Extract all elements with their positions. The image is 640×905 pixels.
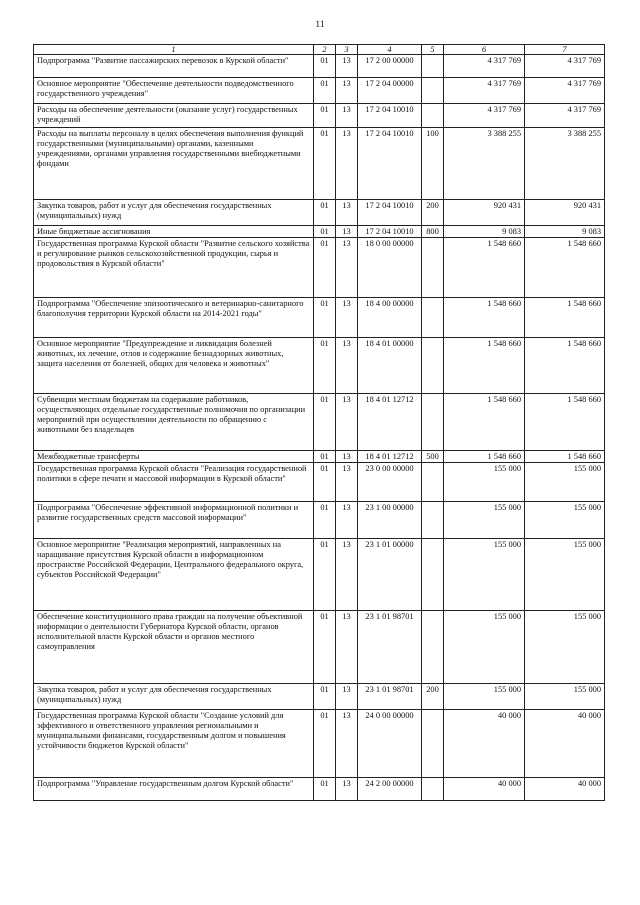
column-header: 1 [34,45,314,55]
amount-year-1: 155 000 [444,502,525,539]
subsection-code: 13 [336,238,358,298]
section-code: 01 [314,78,336,104]
subsection-code: 13 [336,78,358,104]
section-code: 01 [314,128,336,200]
subsection-code: 13 [336,539,358,611]
row-name: Расходы на выплаты персоналу в целях обеспечения выполнения функций государственными (муниципальными) органами, казенными учреждениями, органами управления государственными внебюджетными фондами [34,128,314,200]
amount-year-1: 155 000 [444,611,525,684]
amount-year-2: 9 083 [525,226,605,238]
subsection-code: 13 [336,463,358,502]
amount-year-2: 155 000 [525,463,605,502]
subsection-code: 13 [336,778,358,801]
amount-year-1: 920 431 [444,200,525,226]
row-name: Подпрограмма "Развитие пассажирских перевозок в Курской области" [34,55,314,78]
target-article-code: 17 2 04 00000 [358,78,422,104]
amount-year-1: 40 000 [444,778,525,801]
expense-type-code [422,78,444,104]
section-code: 01 [314,104,336,128]
row-name: Подпрограмма "Обеспечение эффективной информационной политики и развитие государственных средств массовой информации" [34,502,314,539]
row-name: Основное мероприятие "Обеспечение деятельности подведомственного государственного учреждения" [34,78,314,104]
expense-type-code: 200 [422,200,444,226]
target-article-code: 17 2 04 10010 [358,128,422,200]
table-row [34,502,605,539]
column-header: 4 [358,45,422,55]
column-header: 6 [444,45,525,55]
table-row [34,55,605,78]
subsection-code: 13 [336,611,358,684]
expense-type-code [422,298,444,338]
target-article-code: 17 2 04 10010 [358,104,422,128]
table-row [34,778,605,801]
page-number: 11 [315,20,325,30]
amount-year-1: 1 548 660 [444,238,525,298]
section-code: 01 [314,394,336,451]
section-code: 01 [314,684,336,710]
subsection-code: 13 [336,502,358,539]
section-code: 01 [314,338,336,394]
section-code: 01 [314,238,336,298]
amount-year-2: 1 548 660 [525,298,605,338]
expense-type-code [422,463,444,502]
table-row [34,298,605,338]
budget-table [33,44,605,801]
section-code: 01 [314,502,336,539]
row-name: Закупка товаров, работ и услуг для обеспечения государственных (муниципальных) нужд [34,200,314,226]
amount-year-2: 1 548 660 [525,338,605,394]
target-article-code: 18 4 01 12712 [358,451,422,463]
table-row [34,226,605,238]
subsection-code: 13 [336,684,358,710]
table-row [34,463,605,502]
subsection-code: 13 [336,128,358,200]
amount-year-1: 1 548 660 [444,298,525,338]
amount-year-2: 920 431 [525,200,605,226]
table-row [34,238,605,298]
target-article-code: 24 2 00 00000 [358,778,422,801]
section-code: 01 [314,539,336,611]
table-row [34,78,605,104]
column-header: 7 [525,45,605,55]
amount-year-1: 4 317 769 [444,104,525,128]
amount-year-1: 155 000 [444,539,525,611]
section-code: 01 [314,451,336,463]
expense-type-code [422,539,444,611]
expense-type-code [422,104,444,128]
target-article-code: 23 1 01 98701 [358,684,422,710]
amount-year-2: 3 388 255 [525,128,605,200]
subsection-code: 13 [336,226,358,238]
target-article-code: 17 2 04 10010 [358,226,422,238]
target-article-code: 18 4 01 00000 [358,338,422,394]
amount-year-1: 3 388 255 [444,128,525,200]
amount-year-1: 40 000 [444,710,525,778]
table-row [34,710,605,778]
amount-year-1: 155 000 [444,684,525,710]
amount-year-1: 4 317 769 [444,78,525,104]
table-row [34,338,605,394]
target-article-code: 17 2 04 10010 [358,200,422,226]
amount-year-2: 1 548 660 [525,394,605,451]
amount-year-1: 155 000 [444,463,525,502]
table-row [34,684,605,710]
row-name: Государственная программа Курской области "Реализация государственной политики в сфере печати и массовой информации в Курской области" [34,463,314,502]
expense-type-code [422,710,444,778]
amount-year-1: 9 083 [444,226,525,238]
section-code: 01 [314,710,336,778]
subsection-code: 13 [336,55,358,78]
expense-type-code [422,611,444,684]
amount-year-2: 155 000 [525,611,605,684]
section-code: 01 [314,226,336,238]
amount-year-1: 1 548 660 [444,338,525,394]
row-name: Иные бюджетные ассигнования [34,226,314,238]
expense-type-code: 500 [422,451,444,463]
amount-year-2: 40 000 [525,778,605,801]
column-header: 2 [314,45,336,55]
row-name: Межбюджетные трансферты [34,451,314,463]
subsection-code: 13 [336,394,358,451]
target-article-code: 18 4 00 00000 [358,298,422,338]
expense-type-code [422,55,444,78]
table-row [34,611,605,684]
target-article-code: 23 1 01 00000 [358,539,422,611]
section-code: 01 [314,778,336,801]
table-row [34,394,605,451]
target-article-code: 23 0 00 00000 [358,463,422,502]
target-article-code: 23 1 01 98701 [358,611,422,684]
column-header: 5 [422,45,444,55]
subsection-code: 13 [336,104,358,128]
table-row [34,200,605,226]
expense-type-code [422,238,444,298]
table-row [34,104,605,128]
subsection-code: 13 [336,338,358,394]
row-name: Основное мероприятие "Реализация мероприятий, направленных на наращивание присутствия Курской области в информационном пространстве Российской Федерации, Центрального федерального округа, субъектов Российской Федерации" [34,539,314,611]
subsection-code: 13 [336,200,358,226]
expense-type-code [422,502,444,539]
table-row [34,128,605,200]
amount-year-2: 1 548 660 [525,238,605,298]
section-code: 01 [314,611,336,684]
expense-type-code: 100 [422,128,444,200]
section-code: 01 [314,298,336,338]
amount-year-1: 4 317 769 [444,55,525,78]
expense-type-code: 800 [422,226,444,238]
subsection-code: 13 [336,451,358,463]
row-name: Государственная программа Курской области "Создание условий для эффективного и ответственного управления региональными и муниципальными финансами, государственным долгом и повышения устойчивости бюджетов Курской области" [34,710,314,778]
row-name: Государственная программа Курской области "Развитие сельского хозяйства и регулирование рынков сельскохозяйственной продукции, сырья и продовольствия в Курской области" [34,238,314,298]
row-name: Обеспечение конституционного права граждан на получение объективной информации о деятельности Губернатора Курской области, органов исполнительной власти Курской области и органов местного самоуправления [34,611,314,684]
section-code: 01 [314,55,336,78]
table-row [34,539,605,611]
target-article-code: 23 1 00 00000 [358,502,422,539]
row-name: Подпрограмма "Управление государственным долгом Курской области" [34,778,314,801]
row-name: Расходы на обеспечение деятельности (оказание услуг) государственных учреждений [34,104,314,128]
row-name: Закупка товаров, работ и услуг для обеспечения государственных (муниципальных) нужд [34,684,314,710]
expense-type-code [422,778,444,801]
amount-year-2: 4 317 769 [525,55,605,78]
section-code: 01 [314,200,336,226]
amount-year-2: 1 548 660 [525,451,605,463]
amount-year-2: 155 000 [525,684,605,710]
amount-year-2: 4 317 769 [525,78,605,104]
expense-type-code [422,394,444,451]
table-row [34,451,605,463]
column-number-header-row [34,45,605,55]
amount-year-2: 4 317 769 [525,104,605,128]
target-article-code: 17 2 00 00000 [358,55,422,78]
row-name: Подпрограмма "Обеспечение эпизоотического и ветеринарно-санитарного благополучия территории Курской области на 2014-2021 годы" [34,298,314,338]
amount-year-1: 1 548 660 [444,394,525,451]
expense-type-code: 200 [422,684,444,710]
subsection-code: 13 [336,298,358,338]
row-name: Основное мероприятие "Предупреждение и ликвидация болезней животных, их лечение, отлов и содержание безнадзорных животных, защита населения от болезней, общих для человека и животных" [34,338,314,394]
expense-type-code [422,338,444,394]
amount-year-1: 1 548 660 [444,451,525,463]
subsection-code: 13 [336,710,358,778]
target-article-code: 18 4 01 12712 [358,394,422,451]
column-header: 3 [336,45,358,55]
section-code: 01 [314,463,336,502]
amount-year-2: 40 000 [525,710,605,778]
amount-year-2: 155 000 [525,539,605,611]
target-article-code: 24 0 00 00000 [358,710,422,778]
amount-year-2: 155 000 [525,502,605,539]
row-name: Субвенции местным бюджетам на содержание работников, осуществляющих отдельные государственные полномочия по организации мероприятий при осуществлении деятельности по обращению с животными без владельцев [34,394,314,451]
target-article-code: 18 0 00 00000 [358,238,422,298]
